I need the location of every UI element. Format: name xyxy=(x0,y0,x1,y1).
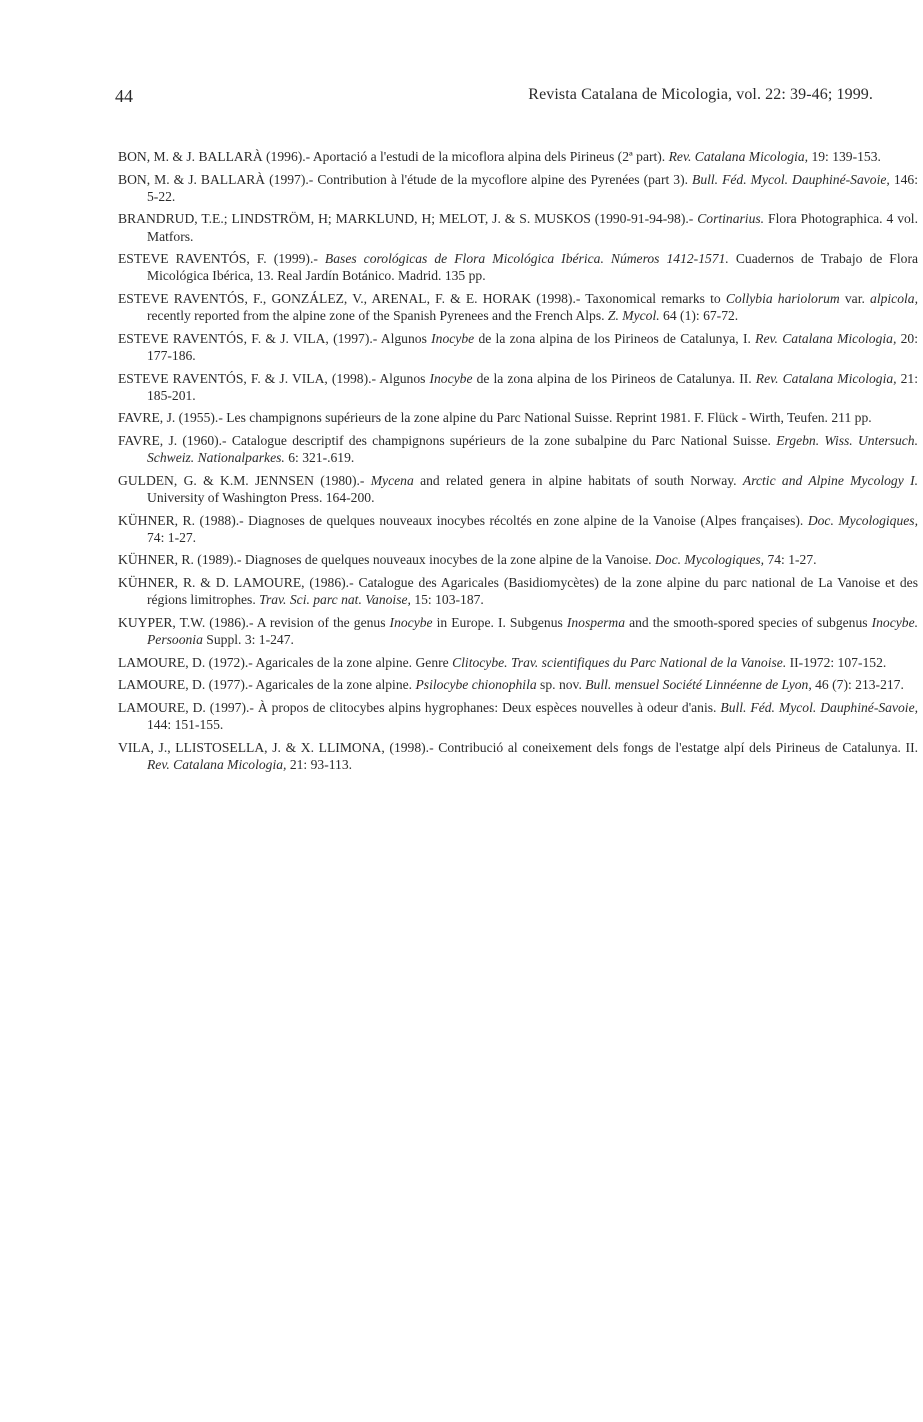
reference-list xyxy=(118,148,918,778)
reference-italic-text: Mycena xyxy=(370,472,414,488)
reference-entry xyxy=(118,512,918,546)
reference-entry xyxy=(118,472,918,506)
reference-italic-text: Rev. Catalana Micologia, xyxy=(755,330,897,346)
reference-entry xyxy=(118,654,918,671)
reference-entry xyxy=(118,574,918,608)
reference-text: 144: 151-155. xyxy=(147,716,224,732)
reference-text: LAMOURE, D. (1972).- Agaricales de la zone alpine. Genre xyxy=(118,654,453,670)
reference-text: recently reported from the alpine zone of the Spanish Pyrenees and the French Alps. xyxy=(147,308,608,324)
reference-italic-text: Z. Mycol. xyxy=(607,308,660,324)
reference-text: and related genera in alpine habitats of south Norway. xyxy=(413,472,743,488)
reference-italic-text: Ergebn. Wiss. Untersuch. Schweiz. Nationalparkes. xyxy=(147,432,918,466)
reference-text: 20: 177-186. xyxy=(147,330,918,363)
reference-text: ESTEVE RAVENTÓS, F., GONZÁLEZ, V., ARENAL, F. & E. HORAK (1998).- Taxonomical remarks to xyxy=(118,290,726,306)
reference-entry xyxy=(118,290,918,324)
reference-italic-text: Psilocybe chionophila xyxy=(415,677,537,693)
reference-italic-text: Rev. Catalana Micologia, xyxy=(755,370,897,386)
reference-italic-text: Arctic and Alpine Mycology I. xyxy=(742,472,919,488)
reference-italic-text: Doc. Mycologiques, xyxy=(654,552,765,568)
reference-text: 21: 93-113. xyxy=(286,756,353,772)
reference-italic-text: Inocybe xyxy=(431,330,475,346)
reference-italic-text: Bull. Féd. Mycol. Dauphiné-Savoie, xyxy=(692,171,890,187)
reference-italic-text: alpicola, xyxy=(870,290,918,306)
reference-entry xyxy=(118,432,918,466)
reference-entry xyxy=(118,676,918,693)
reference-text: and the smooth-spored species of subgenus xyxy=(625,614,872,630)
reference-entry xyxy=(118,171,918,205)
reference-text: II-1972: 107-152. xyxy=(786,654,887,670)
page-number: 44 xyxy=(115,86,133,106)
reference-text: LAMOURE, D. (1977).- Agaricales de la zone alpine. xyxy=(118,677,416,693)
reference-text: BON, M. & J. BALLARÀ (1997).- Contribution à l'étude de la mycoflore alpine des Pyrenées (part 3). xyxy=(118,171,693,187)
reference-entry xyxy=(118,210,918,244)
reference-entry xyxy=(118,148,918,165)
reference-text: BON, M. & J. BALLARÀ (1996).- Aportació a l'estudi de la micoflora alpina dels Pirineus (2ª part). xyxy=(118,149,669,164)
reference-entry xyxy=(118,409,918,426)
reference-italic-text: Rev. Catalana Micologia, xyxy=(668,149,809,164)
reference-text: FAVRE, J. (1960).- Catalogue descriptif des champignons supérieurs de la zone subalpine du Parc National Suisse. xyxy=(118,432,777,448)
reference-text: de la zona alpina de los Pirineos de Catalunya, I. xyxy=(474,330,756,346)
reference-text: 6: 321-.619. xyxy=(284,450,355,466)
reference-text: KÜHNER, R. (1989).- Diagnoses de quelques nouveaux inocybes de la zone alpine de la Vanoise. xyxy=(118,552,655,568)
reference-text: 146: 5-22. xyxy=(147,171,918,204)
reference-entry xyxy=(118,739,918,773)
reference-text: var. xyxy=(839,290,871,306)
reference-entry xyxy=(118,551,918,568)
reference-text: KUYPER, T.W. (1986).- A revision of the genus xyxy=(118,614,390,630)
reference-italic-text: Cortinarius. xyxy=(697,211,765,227)
reference-entry xyxy=(118,699,918,733)
reference-text: Suppl. 3: 1-247. xyxy=(202,631,294,647)
reference-italic-text: Inocybe. Persoonia xyxy=(147,614,919,647)
reference-text: KÜHNER, R. & D. LAMOURE, (1986).- Catalogue des Agaricales (Basidiomycètes) de la zone alpine du parc national de La Vanoise et des régions limitrophes. xyxy=(118,574,918,608)
reference-entry xyxy=(118,250,918,284)
reference-text: 15: 103-187. xyxy=(410,592,484,608)
reference-entry xyxy=(118,614,918,648)
reference-text: Flora Photographica. 4 vol. Matfors. xyxy=(147,211,918,244)
reference-text: LAMOURE, D. (1997).- À propos de clitocybes alpins hygrophanes: Deux espèces nouvelles à odeur d'anis. xyxy=(118,699,721,715)
reference-text: 46 (7): 213-217. xyxy=(811,677,904,693)
reference-text: FAVRE, J. (1955).- Les champignons supérieurs de la zone alpine du Parc National Suisse. Reprint 1981. F. Flück - Wirth, Teufen. 211 pp. xyxy=(118,410,872,426)
reference-text: 74: 1-27. xyxy=(764,552,817,568)
reference-text: 21: 185-201. xyxy=(147,370,918,403)
reference-text: KÜHNER, R. (1988).- Diagnoses de quelques nouveaux inocybes récoltés en zone alpine de la Vanoise (Alpes françaises). xyxy=(118,512,808,528)
reference-italic-text: Collybia hariolorum xyxy=(725,290,840,306)
running-title: Revista Catalana de Micologia, vol. 22: 39-46; 1999. xyxy=(528,86,873,103)
reference-text: in Europe. I. Subgenus xyxy=(432,614,567,630)
reference-text: sp. nov. xyxy=(536,677,586,693)
reference-text: Cuadernos de Trabajo de Flora Micológica Ibérica, 13. Real Jardín Botánico. Madrid. 135 pp. xyxy=(147,251,919,284)
reference-italic-text: Trav. Sci. parc nat. Vanoise, xyxy=(259,592,411,608)
reference-text: VILA, J., LLISTOSELLA, J. & X. LLIMONA, (1998).- Contribució al coneixement dels fongs de l'estatge alpí dels Pirineus de Catalunya. II. xyxy=(118,739,918,755)
reference-text: 74: 1-27. xyxy=(147,529,197,545)
reference-italic-text: Inocybe xyxy=(429,370,473,386)
reference-italic-text: Clitocybe. Trav. scientifiques du Parc National de la Vanoise. xyxy=(452,654,787,670)
reference-italic-text: Bull. mensuel Société Linnéenne de Lyon, xyxy=(585,677,812,693)
reference-text: BRANDRUD, T.E.; LINDSTRÖM, H; MARKLUND, H; MELOT, J. & S. MUSKOS (1990-91-94-98).- xyxy=(118,211,698,227)
page-header xyxy=(115,86,873,108)
reference-text: 19: 139-153. xyxy=(808,149,881,164)
reference-italic-text: Inosperma xyxy=(566,614,626,630)
reference-entry xyxy=(118,370,918,404)
reference-italic-text: Doc. Mycologiques, xyxy=(807,512,918,528)
reference-text: ESTEVE RAVENTÓS, F. (1999).- xyxy=(118,251,325,267)
reference-text: ESTEVE RAVENTÓS, F. & J. VILA, (1998).- Algunos xyxy=(118,370,430,386)
reference-italic-text: Bases corológicas de Flora Micológica Ibérica. Números 1412-1571. xyxy=(324,251,729,267)
reference-italic-text: Bull. Féd. Mycol. Dauphiné-Savoie, xyxy=(720,699,918,715)
reference-italic-text: Rev. Catalana Micologia, xyxy=(147,756,287,772)
reference-text: ESTEVE RAVENTÓS, F. & J. VILA, (1997).- Algunos xyxy=(118,330,432,346)
reference-text: GULDEN, G. & K.M. JENNSEN (1980).- xyxy=(118,472,371,488)
reference-italic-text: Inocybe xyxy=(389,614,433,630)
reference-text: University of Washington Press. 164-200. xyxy=(147,489,375,505)
reference-text: 64 (1): 67-72. xyxy=(659,308,739,324)
reference-entry xyxy=(118,330,918,364)
reference-text: de la zona alpina de los Pirineos de Catalunya. II. xyxy=(472,370,756,386)
